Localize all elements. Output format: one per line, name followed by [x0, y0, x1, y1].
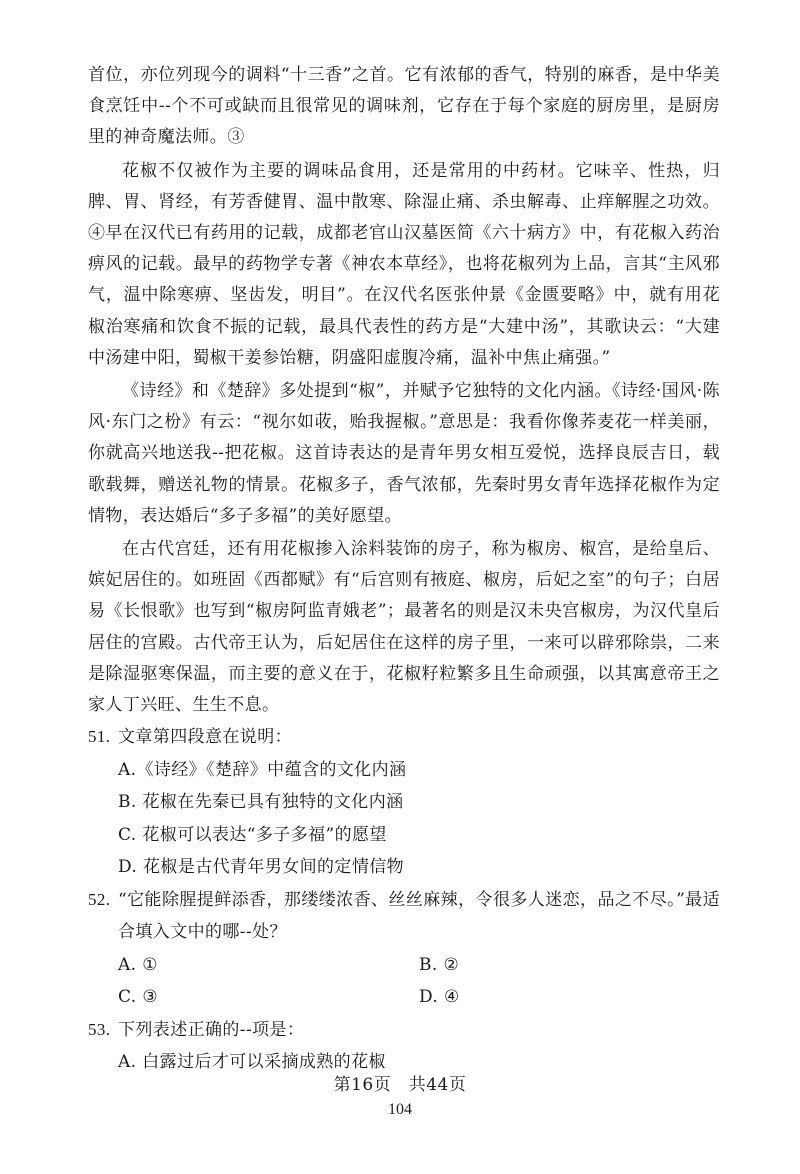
q51-option-d: D. 花椒是古代青年男女间的定情信物: [118, 857, 405, 878]
page-number: 104: [388, 1101, 412, 1118]
q51-option-b: B. 花椒在先秦已具有独特的文化内涵: [118, 792, 404, 813]
page-content: [88, 60, 720, 1079]
page-count-label: 第16页 共44页: [333, 1075, 467, 1095]
question-52: [88, 884, 720, 949]
question-number: 53.: [88, 1019, 111, 1039]
question-stem: “它能除腥提鲜添香，那缕缕浓香、丝丝麻辣，令很多人迷恋，品之不尽。”最适合填入文中的哪--处？: [118, 889, 720, 943]
q52-option-b: B. ②: [419, 954, 460, 975]
question-51: [88, 721, 720, 754]
question-number: 52.: [88, 889, 111, 909]
passage-paragraph-1: 首位，亦位列现今的调料“十三香”之首。它有浓郁的香气，特别的麻香，是中华美食烹饪中--个不可或缺而且很常见的调味剂，它存在于每个家庭的厨房里，是厨房里的神奇魔法师。③: [88, 65, 720, 148]
q51-option-c: C. 花椒可以表达“多子多福”的愿望: [118, 824, 387, 845]
q52-option-a: A. ①: [118, 954, 158, 975]
q52-option-d: D. ④: [419, 987, 460, 1008]
passage-paragraph-2: 花椒不仅被作为主要的调味品食用，还是常用的中药材。它味辛、性热，归脾、胃、肾经，有芳香健胃、温中散寒、除湿止痛、杀虫解毒、止痒解腥之功效。④早在汉代已有药用的记载，成都老官山汉墓医简《六十病方》中，有花椒入药治痹风的记载。最早的药物学专著《神农本草经》，也将花椒列为上品，言其“主风邪气，温中除寒痹、坚齿发，明目”。在汉代名医张仲景《金匮要略》中，就有用花椒治寒痛和饮食不振的记载，最具代表性的药方是“大建中汤”，其歌诀云：“大建中汤建中阳，蜀椒干姜参饴糖，阴盛阳虚腹冷痛，温补中焦止痛强。”: [88, 160, 720, 368]
question-53: [88, 1014, 720, 1047]
passage-paragraph-3: 《诗经》和《楚辞》多处提到“椒”，并赋予它独特的文化内涵。《诗经·国风·陈风·东门之枌》有云：“视尔如荍，贻我握椒。”意思是：我看你像荞麦花一样美丽，你就高兴地送我--把花椒。这首诗表达的是青年男女相互爱悦，选择良辰吉日，载歌载舞，赠送礼物的情景。花椒多子，香气浓郁，先秦时男女青年选择花椒作为定情物，表达婚后“多子多福”的美好愿望。: [88, 381, 720, 526]
q52-options-row-2: [88, 981, 720, 1014]
q52-options-row-1: [88, 949, 720, 982]
passage-paragraph-4: 在古代宫廷，还有用花椒掺入涂料装饰的房子，称为椒房、椒宫，是给皇后、嫔妃居住的。如班固《西都赋》有“后宫则有掖庭、椒房，后妃之室”的句子；白居易《长恨歌》也写到“椒房阿监青娥老”；最著名的则是汉未央宫椒房，为汉代皇后居住的宫殿。古代帝王认为，后妃居住在这样的房子里，一来可以辟邪除祟，二来是除湿驱寒保温，而主要的意义在于，花椒籽粒繁多且生命顽强，以其寓意帝王之家人丁兴旺、生生不息。: [88, 539, 720, 716]
q52-option-c: C. ③: [118, 987, 159, 1008]
q51-option-a: A.《诗经》《楚辞》中蕴含的文化内涵: [118, 759, 407, 780]
q53-option-a: A. 白露过后才可以采摘成熟的花椒: [118, 1052, 386, 1073]
question-number: 51.: [88, 727, 111, 747]
question-stem: 下列表述正确的--项是：: [118, 1019, 305, 1040]
question-stem: 文章第四段意在说明：: [118, 727, 292, 748]
